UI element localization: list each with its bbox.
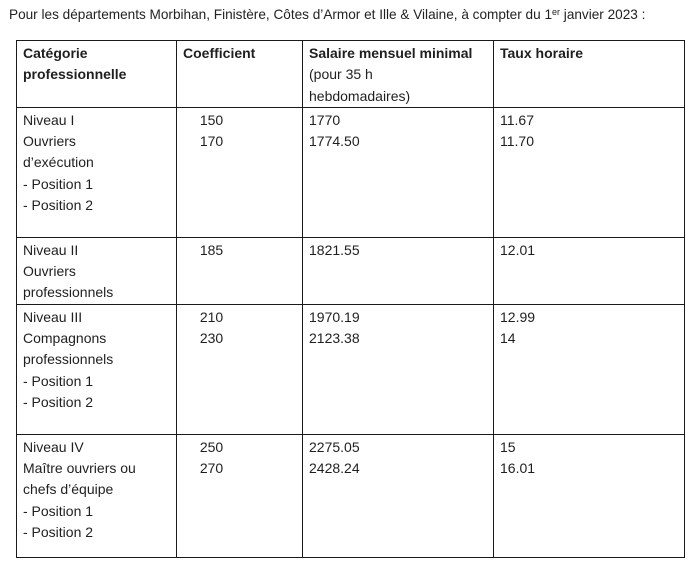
coefficient-cell bbox=[177, 434, 303, 557]
category-line: Maître ouvriers ou bbox=[23, 460, 136, 477]
header-salary-label: Salaire mensuel minimal bbox=[309, 45, 473, 61]
hourly-value: 12.01 bbox=[500, 241, 536, 258]
salary-value: 1821.55 bbox=[309, 241, 360, 258]
salary-value: 2428.24 bbox=[309, 460, 360, 477]
coefficient-value: 270 bbox=[199, 460, 224, 477]
header-salary-note bbox=[309, 64, 487, 85]
coefficient-value: 150 bbox=[199, 111, 224, 128]
salary-cell bbox=[303, 107, 494, 237]
salary-value: 1970.19 bbox=[309, 308, 360, 325]
category-line: Ouvriers bbox=[23, 263, 76, 280]
category-line: Compagnons bbox=[23, 330, 107, 347]
category-line: - Position 2 bbox=[23, 523, 94, 540]
intro-suffix: janvier 2023 : bbox=[560, 7, 646, 22]
salary-value: 2275.05 bbox=[309, 438, 360, 455]
table-row bbox=[17, 237, 685, 304]
header-category bbox=[17, 41, 177, 108]
header-salary-note-word2: 35 bbox=[345, 66, 362, 83]
category-cell bbox=[17, 434, 177, 557]
hourly-cell bbox=[494, 434, 685, 557]
category-line: d’exécution bbox=[23, 154, 94, 171]
salary-cell bbox=[303, 434, 494, 557]
category-line: - Position 2 bbox=[23, 197, 94, 214]
hourly-cell bbox=[494, 304, 685, 434]
category-line: Niveau III bbox=[23, 308, 83, 325]
category-cell bbox=[17, 304, 177, 434]
coefficient-value: 250 bbox=[199, 438, 224, 455]
header-coefficient: Coefficient bbox=[177, 41, 303, 108]
header-salary-note-word1: (pour bbox=[309, 66, 342, 83]
header-salary bbox=[303, 41, 494, 108]
hourly-value: 14 bbox=[500, 330, 516, 347]
coefficient-value: 230 bbox=[199, 330, 224, 347]
hourly-value: 12.99 bbox=[500, 308, 536, 325]
coefficient-cell bbox=[177, 237, 303, 304]
header-row bbox=[17, 41, 685, 108]
hourly-value: 16.01 bbox=[500, 460, 536, 477]
coefficient-value: 210 bbox=[199, 308, 224, 325]
category-line: - Position 1 bbox=[23, 372, 94, 389]
hourly-cell bbox=[494, 237, 685, 304]
hourly-value: 15 bbox=[500, 438, 516, 455]
table-row bbox=[17, 304, 685, 434]
header-hourly: Taux horaire bbox=[494, 41, 685, 108]
category-line: - Position 1 bbox=[23, 175, 94, 192]
category-cell bbox=[17, 107, 177, 237]
intro-prefix: Pour les départements Morbihan, Finistère, Côtes d’Armor et Ille & Vilaine, à compter du 1 bbox=[9, 7, 552, 22]
category-line: Niveau II bbox=[23, 241, 79, 258]
header-salary-note2: hebdomadaires) bbox=[309, 87, 411, 104]
salary-cell bbox=[303, 304, 494, 434]
hourly-cell bbox=[494, 107, 685, 237]
category-line: professionnels bbox=[23, 351, 114, 368]
intro-superscript: er bbox=[552, 7, 561, 17]
category-line: - Position 2 bbox=[23, 393, 94, 410]
category-line: Niveau I bbox=[23, 111, 75, 128]
category-line: Niveau IV bbox=[23, 438, 84, 455]
salary-value: 2123.38 bbox=[309, 330, 360, 347]
header-category-line2: professionnelle bbox=[23, 66, 127, 83]
category-line: chefs d’équipe bbox=[23, 481, 114, 498]
header-salary-note-word3: h bbox=[365, 66, 373, 83]
intro-text bbox=[9, 6, 689, 24]
coefficient-value: 170 bbox=[199, 133, 224, 150]
hourly-value: 11.67 bbox=[500, 111, 534, 128]
coefficient-cell bbox=[177, 304, 303, 434]
table-row bbox=[17, 434, 685, 557]
table-row bbox=[17, 107, 685, 237]
category-line: Ouvriers bbox=[23, 133, 76, 150]
salary-value: 1770 bbox=[309, 111, 341, 128]
category-line: - Position 1 bbox=[23, 502, 94, 519]
salary-value: 1774.50 bbox=[309, 133, 360, 150]
category-cell bbox=[17, 237, 177, 304]
salary-cell bbox=[303, 237, 494, 304]
coefficient-cell bbox=[177, 107, 303, 237]
hourly-value: 11.70 bbox=[500, 133, 534, 150]
header-category-line1: Catégorie bbox=[23, 45, 88, 61]
coefficient-value: 185 bbox=[199, 241, 224, 258]
salary-grid-table bbox=[16, 40, 685, 558]
category-line: professionnels bbox=[23, 284, 114, 301]
